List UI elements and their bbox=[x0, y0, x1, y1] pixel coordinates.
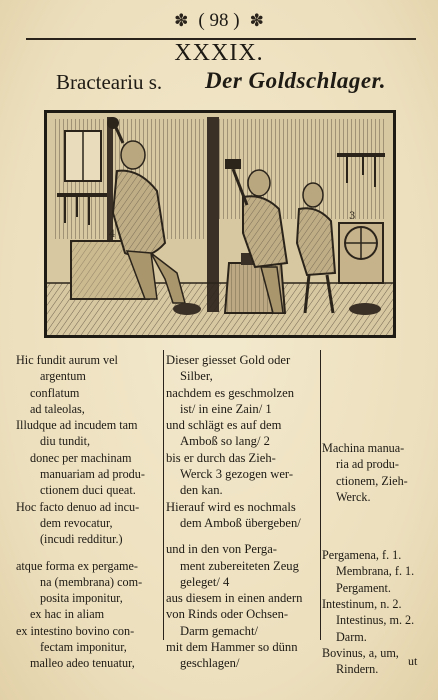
title-german: Der Goldschlager. bbox=[205, 68, 386, 93]
latin-line: fectam imponitur, bbox=[40, 640, 127, 655]
latin-column bbox=[16, 352, 164, 672]
gloss-line: Intestinus, m. 2. bbox=[336, 613, 415, 628]
german-line: und in den von Perga- bbox=[166, 542, 277, 557]
page-number: ( 98 ) bbox=[198, 10, 240, 31]
german-line: Amboß so lang/ 2 bbox=[180, 434, 270, 449]
latin-line: ex intestino bovino con- bbox=[16, 623, 135, 638]
german-line: ment zubereiteten Zeug bbox=[180, 558, 299, 573]
gloss-line: Intestinum, n. 2. bbox=[322, 597, 402, 612]
latin-line: ex hac in aliam bbox=[30, 607, 105, 622]
latin-line: dem revocatur, bbox=[40, 515, 113, 530]
latin-line: Hoc facto denuo ad incu- bbox=[16, 499, 140, 514]
gloss-line: Rindern. bbox=[336, 662, 379, 677]
latin-line: ctionem duci queat. bbox=[40, 483, 136, 498]
latin-line: posita imponitur, bbox=[40, 591, 123, 606]
latin-line: (incudi redditur.) bbox=[40, 532, 123, 547]
latin-line: argentum bbox=[40, 369, 86, 384]
chapter-number: XXXIX. bbox=[174, 40, 264, 66]
latin-line: Hic fundit aurum vel bbox=[16, 353, 118, 367]
german-line: Hierauf wird es nochmals bbox=[166, 499, 296, 514]
latin-line: na (membrana) com- bbox=[40, 574, 143, 589]
german-line: geschlagen/ bbox=[180, 656, 240, 671]
german-line: Darm gemacht/ bbox=[180, 623, 258, 638]
german-line: ist/ in eine Zain/ 1 bbox=[180, 401, 272, 416]
ornament-right-icon: ✽ bbox=[249, 11, 264, 30]
gloss-line: ctionem, Zieh- bbox=[336, 473, 408, 488]
gloss-line: Membrana, f. 1. bbox=[336, 564, 415, 579]
german-line: aus diesem in einen andern bbox=[166, 591, 303, 606]
german-line: mit dem Hammer so dünn bbox=[166, 640, 298, 655]
german-line: bis er durch das Zieh- bbox=[166, 450, 276, 465]
gloss-line: Pergamena, f. 1. bbox=[322, 548, 402, 563]
catchword: ut bbox=[408, 654, 418, 668]
german-line: den kan. bbox=[180, 483, 223, 498]
latin-line: manuariam ad produ- bbox=[40, 467, 145, 482]
latin-line: conflatum bbox=[30, 385, 80, 400]
german-line: Werck 3 gezogen wer- bbox=[180, 467, 294, 482]
latin-line: malleo adeo tenuatur, bbox=[30, 656, 135, 671]
german-line: von Rinds oder Ochsen- bbox=[166, 607, 289, 622]
german-line: Silber, bbox=[180, 369, 213, 384]
gloss-line: Darm. bbox=[336, 629, 367, 644]
latin-line: diu tundit, bbox=[40, 434, 91, 449]
latin-line: ad taleolas, bbox=[30, 401, 85, 416]
german-line: geleget/ 4 bbox=[180, 574, 230, 589]
german-line: und schlägt es auf dem bbox=[166, 418, 282, 433]
gloss-line: ria ad produ- bbox=[336, 457, 399, 472]
german-line: Dieser giesset Gold oder bbox=[166, 353, 291, 367]
latin-line: donec per machinam bbox=[30, 450, 132, 465]
page-header bbox=[0, 8, 438, 34]
ornament-left-icon: ✽ bbox=[174, 11, 189, 30]
latin-line: atque forma ex pergame- bbox=[16, 558, 138, 573]
title-latin: Bracteariu s. bbox=[56, 70, 163, 94]
german-line: nachdem es geschmolzen bbox=[166, 385, 294, 400]
german-column bbox=[166, 352, 322, 672]
woodcut-illustration bbox=[44, 110, 396, 338]
german-line: dem Amboß übergeben/ bbox=[180, 515, 301, 530]
gloss-line: Machina manua- bbox=[322, 441, 405, 455]
svg-text:4: 4 bbox=[109, 229, 116, 240]
gloss-line: Bovinus, a, um, bbox=[322, 645, 399, 660]
gloss-column bbox=[322, 440, 432, 678]
gloss-line: Pergament. bbox=[336, 580, 391, 595]
latin-line: Illudque ad incudem tam bbox=[16, 418, 138, 433]
gloss-line: Werck. bbox=[336, 489, 371, 504]
svg-text:3: 3 bbox=[349, 211, 356, 222]
